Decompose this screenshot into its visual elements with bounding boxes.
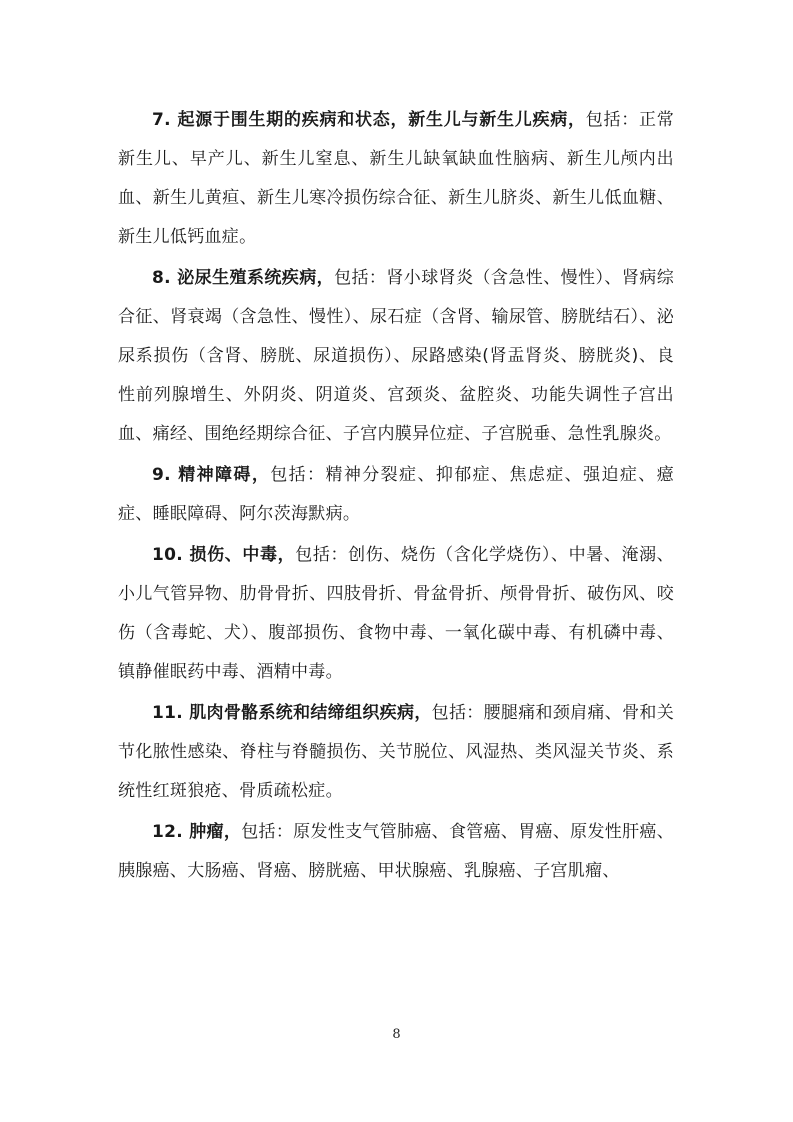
list-item-8 (118, 259, 674, 454)
item-body: 包括：原发性支气管肺癌、食管癌、胃癌、原发性肝癌、胰腺癌、大肠癌、肾癌、膀胱癌、甲状腺癌、乳腺癌、子宫肌瘤、 (118, 822, 674, 881)
list-item-9 (118, 456, 674, 534)
item-body: 包括：腰腿痛和颈肩痛、骨和关节化脓性感染、脊柱与脊髓损伤、关节脱位、风湿热、类风湿关节炎、系统性红斑狼疮、骨质疏松症。 (118, 703, 675, 801)
item-heading: 9. 精神障碍， (152, 465, 271, 485)
item-body: 包括：肾小球肾炎（含急性、慢性）、肾病综合征、肾衰竭（含急性、慢性）、尿石症（含肾、输尿管、膀胱结石）、泌尿系损伤（含肾、膀胱、尿道损伤）、尿路感染(肾盂肾炎、膀胱炎)、良性前列腺增生、外阴炎、阴道炎、宫颈炎、盆腔炎、功能失调性子宫出血、痛经、围绝经期综合征、子宫内膜异位症、子宫脱垂、急性乳腺炎。 (118, 268, 674, 444)
page-number: 8 (392, 1027, 401, 1042)
list-item-7 (118, 101, 674, 257)
item-heading: 11. 肌肉骨骼系统和结缔组织疾病， (152, 703, 432, 723)
document-body (118, 101, 674, 893)
item-body: 包括：正常新生儿、早产儿、新生儿窒息、新生儿缺氧缺血性脑病、新生儿颅内出血、新生儿黄疸、新生儿寒冷损伤综合征、新生儿脐炎、新生儿低血糖、新生儿低钙血症。 (118, 110, 675, 247)
item-heading: 7. 起源于围生期的疾病和状态，新生儿与新生儿疾病， (152, 110, 586, 130)
item-heading: 12. 肿瘤， (152, 822, 242, 842)
list-item-12 (118, 813, 674, 891)
list-item-10 (118, 536, 674, 692)
item-body: 包括：创伤、烧伤（含化学烧伤）、中暑、淹溺、小儿气管异物、肋骨骨折、四肢骨折、骨盆骨折、颅骨骨折、破伤风、咬伤（含毒蛇、犬）、腹部损伤、食物中毒、一氧化碳中毒、有机磷中毒、镇静催眠药中毒、酒精中毒。 (118, 545, 674, 682)
item-body: 包括：精神分裂症、抑郁症、焦虑症、强迫症、癔症、睡眠障碍、阿尔茨海默病。 (118, 465, 674, 524)
item-heading: 8. 泌尿生殖系统疾病， (152, 268, 335, 288)
item-heading: 10. 损伤、中毒， (152, 545, 296, 565)
list-item-11 (118, 694, 674, 811)
